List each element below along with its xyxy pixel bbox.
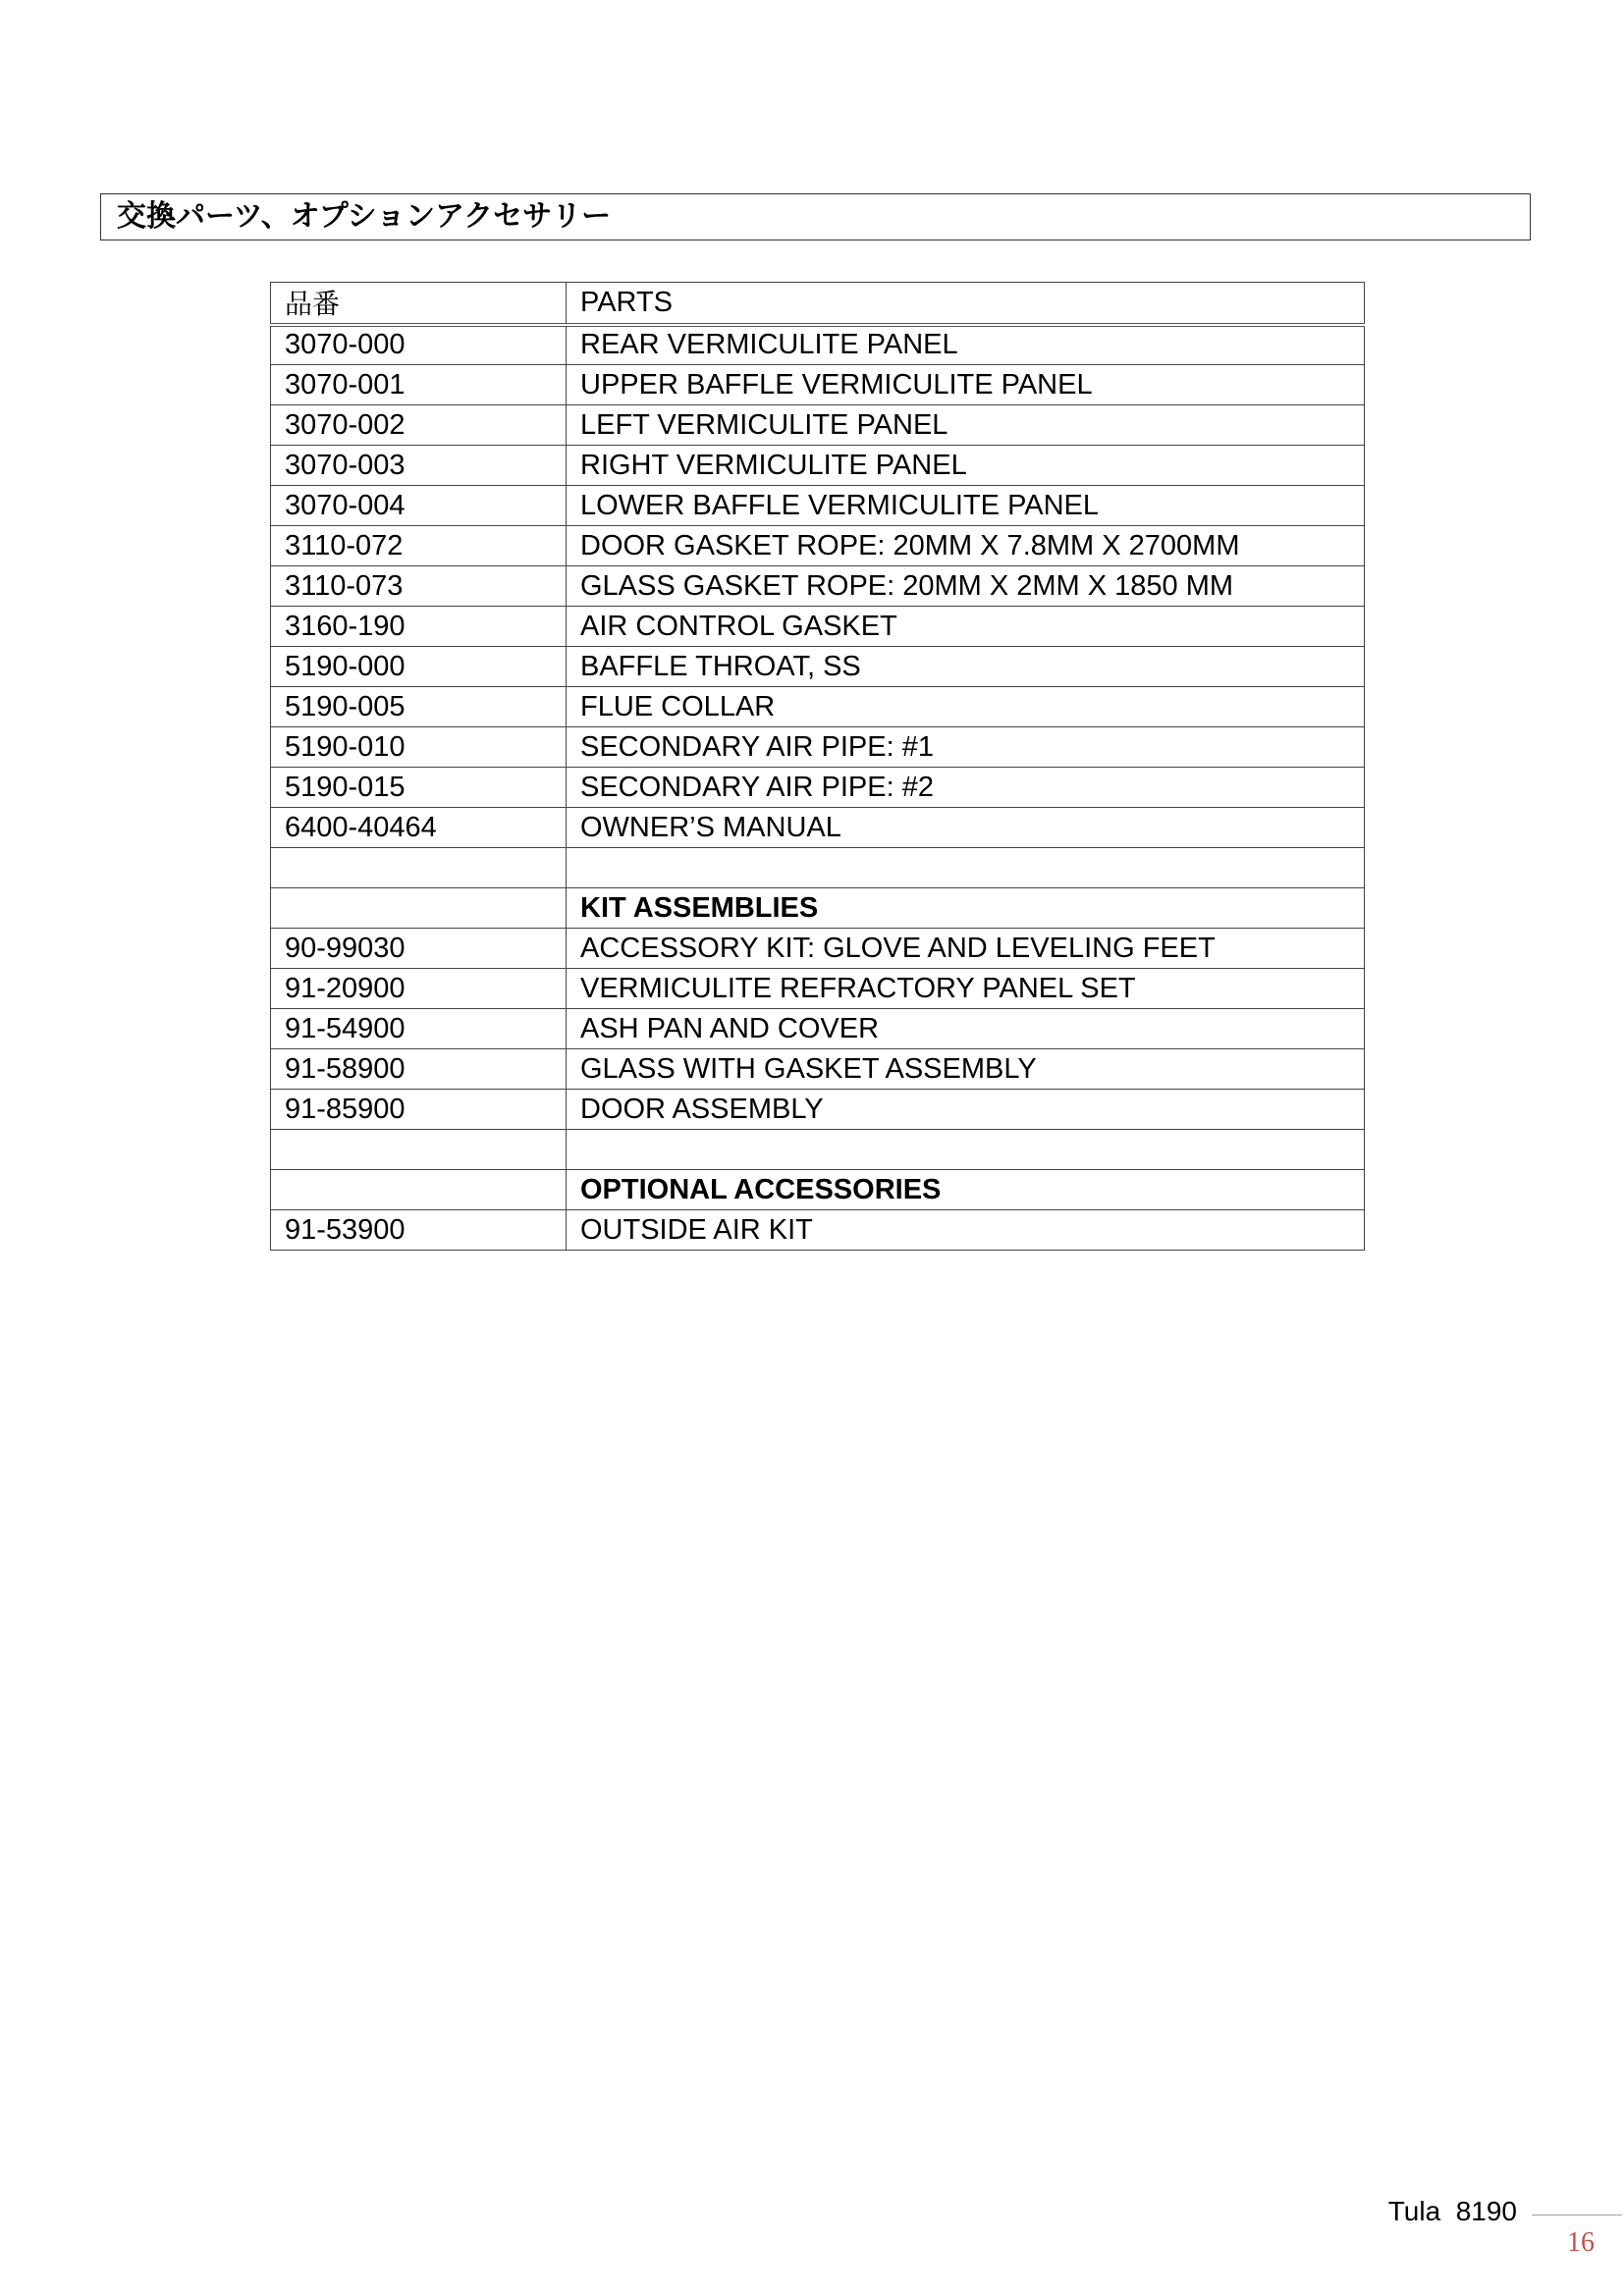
part-number-cell: 91-85900 bbox=[271, 1090, 567, 1130]
part-number-cell bbox=[271, 888, 567, 929]
table-row bbox=[271, 1210, 1365, 1251]
part-description-cell: REAR VERMICULITE PANEL bbox=[567, 325, 1365, 365]
part-description-cell: DOOR GASKET ROPE: 20MM X 7.8MM X 2700MM bbox=[567, 526, 1365, 566]
table-header-row bbox=[271, 283, 1365, 325]
part-number-cell bbox=[271, 848, 567, 888]
table-row bbox=[271, 1090, 1365, 1130]
section-heading-cell: OPTIONAL ACCESSORIES bbox=[567, 1170, 1365, 1210]
table-row bbox=[271, 1009, 1365, 1049]
part-description-cell: LOWER BAFFLE VERMICULITE PANEL bbox=[567, 486, 1365, 526]
part-description-cell: DOOR ASSEMBLY bbox=[567, 1090, 1365, 1130]
parts-table bbox=[270, 282, 1365, 1251]
parts-table-body bbox=[271, 325, 1365, 1251]
part-number-cell: 3110-073 bbox=[271, 566, 567, 607]
part-description-cell: GLASS WITH GASKET ASSEMBLY bbox=[567, 1049, 1365, 1090]
part-number-header: 品番 bbox=[271, 283, 567, 325]
part-number-cell bbox=[271, 1130, 567, 1170]
part-number-cell: 3070-000 bbox=[271, 325, 567, 365]
page-number: 16 bbox=[1567, 2227, 1595, 2258]
table-row bbox=[271, 1049, 1365, 1090]
part-number-cell: 3070-003 bbox=[271, 446, 567, 486]
section-heading-cell: KIT ASSEMBLIES bbox=[567, 888, 1365, 929]
part-number-cell: 5190-000 bbox=[271, 647, 567, 687]
table-row bbox=[271, 687, 1365, 727]
part-number-cell: 91-58900 bbox=[271, 1049, 567, 1090]
table-row bbox=[271, 727, 1365, 768]
part-description-cell: FLUE COLLAR bbox=[567, 687, 1365, 727]
table-row bbox=[271, 607, 1365, 647]
table-row bbox=[271, 446, 1365, 486]
table-row bbox=[271, 929, 1365, 969]
table-row bbox=[271, 526, 1365, 566]
part-description-cell bbox=[567, 1130, 1365, 1170]
part-description-cell: BAFFLE THROAT, SS bbox=[567, 647, 1365, 687]
table-row bbox=[271, 325, 1365, 365]
part-number-cell: 5190-010 bbox=[271, 727, 567, 768]
part-description-cell: VERMICULITE REFRACTORY PANEL SET bbox=[567, 969, 1365, 1009]
section-title: 交換パーツ、オプションアクセサリー bbox=[100, 193, 1531, 240]
table-row bbox=[271, 768, 1365, 808]
part-description-cell: ASH PAN AND COVER bbox=[567, 1009, 1365, 1049]
part-description-cell: SECONDARY AIR PIPE: #2 bbox=[567, 768, 1365, 808]
table-row bbox=[271, 808, 1365, 848]
table-section-row bbox=[271, 1170, 1365, 1210]
footer-model-label: Tula 8190 bbox=[1387, 2196, 1517, 2226]
part-number-cell: 6400-40464 bbox=[271, 808, 567, 848]
part-number-cell: 5190-005 bbox=[271, 687, 567, 727]
part-description-cell bbox=[567, 848, 1365, 888]
part-number-cell bbox=[271, 1170, 567, 1210]
table-row bbox=[271, 365, 1365, 405]
part-number-cell: 3160-190 bbox=[271, 607, 567, 647]
table-row bbox=[271, 647, 1365, 687]
part-description-cell: ACCESSORY KIT: GLOVE AND LEVELING FEET bbox=[567, 929, 1365, 969]
table-row bbox=[271, 566, 1365, 607]
part-number-cell: 3070-002 bbox=[271, 405, 567, 446]
part-number-cell: 91-54900 bbox=[271, 1009, 567, 1049]
table-row bbox=[271, 405, 1365, 446]
footer-divider bbox=[1532, 2215, 1622, 2216]
part-description-cell: SECONDARY AIR PIPE: #1 bbox=[567, 727, 1365, 768]
table-blank-row bbox=[271, 1130, 1365, 1170]
part-description-cell: OWNER’S MANUAL bbox=[567, 808, 1365, 848]
part-number-cell: 3110-072 bbox=[271, 526, 567, 566]
part-description-cell: AIR CONTROL GASKET bbox=[567, 607, 1365, 647]
part-description-cell: UPPER BAFFLE VERMICULITE PANEL bbox=[567, 365, 1365, 405]
table-section-row bbox=[271, 888, 1365, 929]
part-number-cell: 91-20900 bbox=[271, 969, 567, 1009]
part-number-cell: 3070-001 bbox=[271, 365, 567, 405]
part-description-cell: GLASS GASKET ROPE: 20MM X 2MM X 1850 MM bbox=[567, 566, 1365, 607]
parts-header: PARTS bbox=[567, 283, 1365, 325]
part-description-cell: RIGHT VERMICULITE PANEL bbox=[567, 446, 1365, 486]
table-row bbox=[271, 969, 1365, 1009]
table-row bbox=[271, 486, 1365, 526]
part-description-cell: OUTSIDE AIR KIT bbox=[567, 1210, 1365, 1251]
part-number-cell: 90-99030 bbox=[271, 929, 567, 969]
table-blank-row bbox=[271, 848, 1365, 888]
part-number-cell: 5190-015 bbox=[271, 768, 567, 808]
part-number-cell: 3070-004 bbox=[271, 486, 567, 526]
part-description-cell: LEFT VERMICULITE PANEL bbox=[567, 405, 1365, 446]
part-number-cell: 91-53900 bbox=[271, 1210, 567, 1251]
